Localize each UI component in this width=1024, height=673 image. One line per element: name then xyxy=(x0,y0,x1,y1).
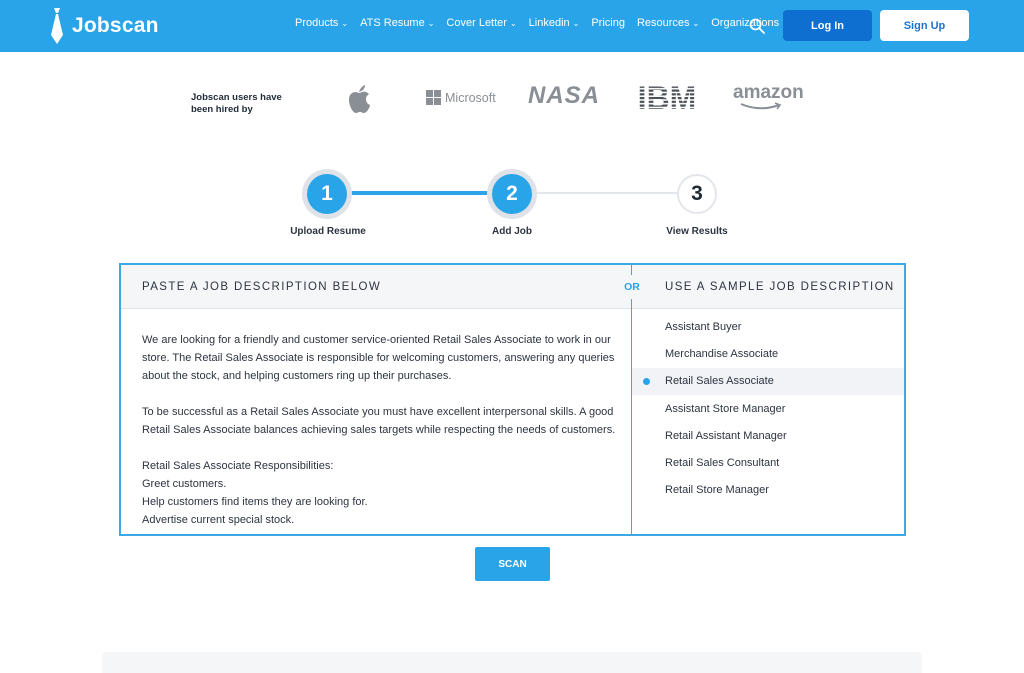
chevron-down-icon: ⌄ xyxy=(341,18,349,28)
or-badge: OR xyxy=(621,275,643,299)
sample-job-item[interactable] xyxy=(632,449,904,476)
nav-item-resources[interactable] xyxy=(637,17,699,29)
nav-item-label: Pricing xyxy=(591,17,625,29)
sample-job-label: Assistant Buyer xyxy=(665,320,742,333)
job-description-textarea[interactable] xyxy=(142,331,617,534)
ibm-wordmark: IBM xyxy=(637,82,697,112)
amazon-smile-icon xyxy=(735,102,785,112)
nav-item-cover-letter[interactable] xyxy=(446,17,516,29)
sample-job-description-title: USE A SAMPLE JOB DESCRIPTION xyxy=(665,281,895,293)
description-line: Help customers find items they are looking for. xyxy=(142,496,368,508)
step-2-number: 2 xyxy=(492,174,532,214)
ibm-logo xyxy=(632,82,702,112)
amazon-wordmark: amazon xyxy=(733,82,804,103)
nav-item-label: Organizations xyxy=(711,17,780,29)
step-2-circle[interactable] xyxy=(487,169,537,219)
amazon-logo xyxy=(733,82,804,104)
sample-job-label: Retail Sales Associate xyxy=(665,375,774,388)
hired-by-text: Jobscan users have been hired by xyxy=(191,92,282,115)
nav-item-organizations[interactable] xyxy=(711,17,779,29)
signup-button[interactable]: Sign Up xyxy=(880,10,969,41)
footer-section xyxy=(102,652,922,673)
job-description-panel xyxy=(119,263,906,536)
description-line: Greet customers. xyxy=(142,478,227,490)
nav-item-label: Cover Letter xyxy=(446,17,507,29)
top-navigation-bar xyxy=(0,0,1024,52)
description-paragraph: We are looking for a friendly and customer service-oriented Retail Sales Associate to work in our store. The Retail Sales Associate is responsible for welcoming customers, answering any queries about the stock, and helping customers ring up their purchases. xyxy=(142,334,615,382)
tie-logo-icon xyxy=(46,7,68,45)
sample-job-item[interactable] xyxy=(632,368,904,395)
jobscan-logo[interactable] xyxy=(46,6,159,46)
chevron-down-icon: ⌄ xyxy=(427,18,435,28)
logo-text: Jobscan xyxy=(72,14,159,37)
paste-job-description-title: PASTE A JOB DESCRIPTION BELOW xyxy=(142,281,382,293)
step-3-label: View Results xyxy=(666,226,728,237)
sample-job-list xyxy=(632,313,904,504)
sample-job-item[interactable] xyxy=(632,313,904,340)
sample-job-item[interactable] xyxy=(632,422,904,449)
main-nav xyxy=(295,17,791,29)
sample-job-label: Retail Assistant Manager xyxy=(665,429,787,442)
chevron-down-icon: ⌄ xyxy=(572,18,580,28)
sample-job-item[interactable] xyxy=(632,340,904,367)
nasa-logo: NASA xyxy=(528,82,601,109)
apple-logo xyxy=(346,84,372,114)
microsoft-grid-icon xyxy=(426,90,441,105)
nav-item-ats-resume[interactable] xyxy=(360,17,434,29)
nav-item-label: Linkedin xyxy=(528,17,570,29)
description-line: Advertise current special stock. xyxy=(142,514,295,526)
description-paragraph: To be successful as a Retail Sales Associate you must have excellent interpersonal skills. A good Retail Sales Associate balances achieving sales targets while respecting the needs of customers. xyxy=(142,406,616,436)
sample-job-label: Retail Store Manager xyxy=(665,484,769,497)
nav-item-linkedin[interactable] xyxy=(529,17,580,29)
nav-item-label: Products xyxy=(295,17,339,29)
nav-item-products[interactable] xyxy=(295,17,348,29)
chevron-down-icon: ⌄ xyxy=(509,18,517,28)
step-3-circle[interactable]: 3 xyxy=(677,174,717,214)
sample-job-label: Retail Sales Consultant xyxy=(665,457,780,470)
step-remaining-line xyxy=(530,192,678,194)
nav-item-pricing[interactable] xyxy=(591,17,625,29)
step-2-label: Add Job xyxy=(492,226,532,237)
chevron-down-icon: ⌄ xyxy=(692,18,700,28)
selected-dot-icon xyxy=(643,378,650,385)
sample-job-label: Assistant Store Manager xyxy=(665,402,786,415)
search-icon[interactable] xyxy=(749,18,765,34)
microsoft-logo xyxy=(426,90,496,105)
nav-item-label: ATS Resume xyxy=(360,17,425,29)
login-button[interactable]: Log In xyxy=(783,10,872,41)
step-1-label: Upload Resume xyxy=(290,226,366,237)
description-line: Retail Sales Associate Responsibilities: xyxy=(142,460,334,472)
microsoft-wordmark: Microsoft xyxy=(445,90,496,105)
step-1-number: 1 xyxy=(307,174,347,214)
step-progress-line xyxy=(345,191,495,195)
nav-item-label: Resources xyxy=(636,17,690,29)
scan-button[interactable]: SCAN xyxy=(475,547,550,581)
step-1-circle[interactable] xyxy=(302,169,352,219)
panel-header xyxy=(121,265,904,309)
sample-job-label: Merchandise Associate xyxy=(665,347,779,360)
sample-job-item[interactable] xyxy=(632,477,904,504)
sample-job-item[interactable] xyxy=(632,395,904,422)
